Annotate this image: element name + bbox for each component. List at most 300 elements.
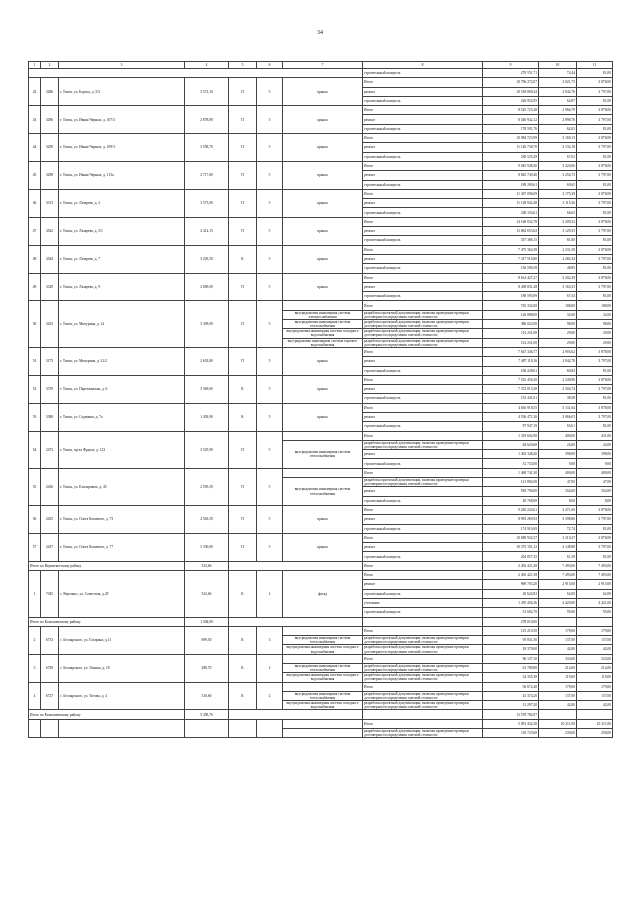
sub-cost-per-m2: 62,87 <box>539 96 577 105</box>
house-area: 2 690,00 <box>185 273 229 301</box>
house-address: г. Томск, ул. Ивана Черных, д. 107/3 <box>59 106 185 134</box>
house-code: 6749 <box>41 654 59 682</box>
sub-total: 125 210,50 <box>483 626 539 635</box>
district-total-area: 5 458,76 <box>185 710 229 719</box>
work-type: внутридомовая инженерная система электроснабжения <box>283 310 363 319</box>
table-row <box>29 134 613 143</box>
sub-label: Итого <box>363 571 483 580</box>
sub-total: 29 379,00 <box>483 645 539 654</box>
house-code: 3296 <box>41 106 59 134</box>
sub-cost-per-m2: 81,00 <box>539 236 577 245</box>
sub-limit-per-m2: 98,00 <box>577 320 613 329</box>
sub-limit-per-m2: 3 797,00 <box>577 515 613 524</box>
sub-limit-per-m2: 137,00 <box>577 636 613 645</box>
row-number: 2 <box>29 626 41 654</box>
sub-limit-per-m2: 188,00 <box>577 301 613 310</box>
sub-limit-per-m2: 29,00 <box>577 329 613 338</box>
sub-label: Итого <box>363 682 483 691</box>
floor-count: 2 <box>257 682 283 710</box>
sub-total: 10 689 932,37 <box>483 533 539 542</box>
sub-total: 10 984 723,99 <box>483 134 539 143</box>
sub-label: строительный контроль <box>363 180 483 189</box>
wall-material: П <box>229 161 257 189</box>
sub-cost-per-m2: 137,00 <box>539 691 577 700</box>
sub-label: разработка проектной документации, включая проведение проверки достоверности определения сметной стоимости <box>363 691 483 700</box>
sub-label: строительный контроль <box>363 152 483 161</box>
row-number: 4 <box>29 682 41 710</box>
row-number: 55 <box>29 468 41 505</box>
work-type: внутридомовая инженерная система теплоснабжения <box>283 440 363 468</box>
floor-count: 5 <box>257 403 283 431</box>
sub-limit-per-m2: 47,00 <box>577 478 613 487</box>
sub-limit-per-m2: 3 797,00 <box>577 227 613 236</box>
sub-total: 156 596,58 <box>483 264 539 273</box>
work-type <box>283 301 363 310</box>
district-total-row <box>29 561 613 570</box>
sub-label: ремонт <box>363 143 483 152</box>
district-total-area: 1 304,00 <box>185 617 229 626</box>
sub-total: 386 022,00 <box>483 320 539 329</box>
sub-total: 31 733,00 <box>483 459 539 468</box>
table-row <box>29 505 613 514</box>
sub-cost-per-m2: 3 131,64 <box>539 403 577 412</box>
sub-label: ремонт <box>363 282 483 291</box>
table-row <box>29 217 613 226</box>
sub-cost-per-m2: 2 966,79 <box>539 106 577 115</box>
wall-material: К <box>229 245 257 273</box>
sub-cost-per-m2: 3 471,60 <box>539 505 577 514</box>
table-row <box>29 654 613 663</box>
house-area: 3 330,00 <box>185 533 229 561</box>
sub-limit-per-m2: 81,00 <box>577 180 613 189</box>
sub-total: 969 703,20 <box>483 580 539 589</box>
sub-total: 2 492 421,38 <box>483 561 539 570</box>
floor-count: 5 <box>257 347 283 375</box>
work-type <box>283 729 363 738</box>
sub-label: строительный контроль <box>363 589 483 598</box>
house-address <box>59 719 185 738</box>
floor-count: 5 <box>257 161 283 189</box>
floor-count: 3 <box>257 626 283 654</box>
wall-material: П <box>229 78 257 106</box>
sub-total: 8 346 942,12 <box>483 115 539 124</box>
house-area: 2 878,80 <box>185 106 229 134</box>
sub-label: строительный контроль <box>363 552 483 561</box>
sub-limit-per-m2: 3 878,00 <box>577 505 613 514</box>
column-number: 11 <box>577 62 613 69</box>
wall-material <box>229 719 257 738</box>
sub-limit-per-m2: 3 797,00 <box>577 115 613 124</box>
sub-cost-per-m2: 409,00 <box>539 468 577 477</box>
floor-count: 5 <box>257 468 283 505</box>
work-type: внутридомовая инженерная система теплоснабжения <box>283 664 363 673</box>
sub-label: Итого <box>363 347 483 356</box>
house-address: с. Белоярского, ул. Гагарина, д.11 <box>59 626 185 654</box>
row-number: 57 <box>29 533 41 561</box>
sub-label: Итого <box>363 273 483 282</box>
sub-label: разработка проектной документации, включая проведение проверки достоверности определения сметной стоимости <box>363 338 483 347</box>
column-number: 6 <box>257 62 283 69</box>
house-area: 2 633,80 <box>185 347 229 375</box>
sub-limit-per-m2: 81,00 <box>577 152 613 161</box>
table-row <box>29 106 613 115</box>
house-code: 3299 <box>41 134 59 162</box>
table-row <box>29 301 613 310</box>
sub-limit-per-m2: 3 878,00 <box>577 161 613 170</box>
house-address: г. Томск, ул. Лазарева, д. 7 <box>59 245 185 273</box>
house-area: 2 563,50 <box>185 505 229 533</box>
table-row <box>29 626 613 635</box>
work-type: крыша <box>283 78 363 106</box>
sub-cost-per-m2: 29,00 <box>539 329 577 338</box>
sub-label: ремонт <box>363 515 483 524</box>
sub-cost-per-m2: 62,00 <box>539 589 577 598</box>
sub-limit-per-m2: 3 797,00 <box>577 385 613 394</box>
house-code: 3286 <box>41 78 59 106</box>
sub-label: строительный контроль <box>363 236 483 245</box>
sub-label: строительный контроль <box>363 69 483 78</box>
table-row <box>29 161 613 170</box>
sub-label: Итого <box>363 375 483 384</box>
house-address: г. Томск, ул. Лазарева, д. 5/1 <box>59 217 185 245</box>
house-code: 3175 <box>41 347 59 375</box>
sub-label: строительный контроль <box>363 524 483 533</box>
house-code: 4544 <box>41 245 59 273</box>
column-number: 4 <box>185 62 229 69</box>
sub-cost-per-m2: 4 420,00 <box>539 598 577 607</box>
house-area: 3 309,00 <box>185 301 229 347</box>
table-row <box>29 431 613 440</box>
work-type: крыша <box>283 106 363 134</box>
sub-cost-per-m2: 3 129,35 <box>539 227 577 236</box>
sub-cost-per-m2: 42,00 <box>539 701 577 710</box>
sub-limit-per-m2: 2 915,00 <box>577 580 613 589</box>
row-number: 43 <box>29 106 41 134</box>
work-type: внутридомовая инженерная система горячего водоснабжения <box>283 338 363 347</box>
house-code: 6727 <box>41 682 59 710</box>
table-row <box>29 273 613 282</box>
sub-limit-per-m2: 431,00 <box>577 431 613 440</box>
work-type: крыша <box>283 533 363 561</box>
table-row <box>29 682 613 691</box>
sub-total: 11 146 738,70 <box>483 143 539 152</box>
floor-count: 5 <box>257 189 283 217</box>
work-type: крыша <box>283 245 363 273</box>
sub-limit-per-m2: 398,00 <box>577 450 613 459</box>
sub-cost-per-m2: 95,00 <box>539 608 577 617</box>
sub-label: разработка проектной документации, включая проведение проверки достоверности определения сметной стоимости <box>363 701 483 710</box>
wall-material: П <box>229 189 257 217</box>
sub-cost-per-m2: 7 493,00 <box>539 561 577 570</box>
sub-limit-per-m2: 3 797,00 <box>577 143 613 152</box>
sub-total: 121 894,50 <box>483 478 539 487</box>
sub-limit-per-m2: 354,00 <box>577 487 613 496</box>
table-row <box>29 403 613 412</box>
sub-total: 56 672,40 <box>483 682 539 691</box>
sub-total: 204 857,25 <box>483 552 539 561</box>
sub-cost-per-m2: 72,74 <box>539 524 577 533</box>
work-type <box>283 719 363 728</box>
sub-cost-per-m2: 2 282,34 <box>539 254 577 263</box>
sub-limit-per-m2: 3 797,00 <box>577 282 613 291</box>
sub-limit-per-m2: 81,00 <box>577 96 613 105</box>
sub-cost-per-m2: 3 066,03 <box>539 412 577 421</box>
sub-total: 1 469 741,30 <box>483 468 539 477</box>
wall-material: К <box>229 654 257 682</box>
blank-cell <box>229 561 363 570</box>
sub-total: 7 647 346,77 <box>483 347 539 356</box>
row-number: 50 <box>29 301 41 347</box>
sub-cost-per-m2: 3 202,39 <box>539 273 577 282</box>
house-code <box>41 719 59 738</box>
work-type: крыша <box>283 217 363 245</box>
sub-total: 13 862 653,62 <box>483 227 539 236</box>
sub-total: 1 403 348,20 <box>483 450 539 459</box>
sub-limit-per-m2: 3 878,00 <box>577 375 613 384</box>
sub-cost-per-m2: 400,00 <box>539 431 577 440</box>
sub-label: ремонт <box>363 199 483 208</box>
work-type: внутридомовая инженерная система холодного водоснабжения <box>283 673 363 682</box>
sub-limit-per-m2: 3 797,00 <box>577 543 613 552</box>
sub-total: 9 265 224,61 <box>483 505 539 514</box>
wall-material: П <box>229 301 257 347</box>
sub-total: 95 831,50 <box>483 636 539 645</box>
blank-cell <box>229 710 363 719</box>
sub-total: 97 947,19 <box>483 422 539 431</box>
sub-total: 7 372 015,30 <box>483 385 539 394</box>
house-area: 3 558,70 <box>185 134 229 162</box>
district-total-area: 332,66 <box>185 561 229 570</box>
work-type: крыша <box>283 189 363 217</box>
sub-cost-per-m2: 66,65 <box>539 208 577 217</box>
wall-material: П <box>229 533 257 561</box>
house-area: 288,70 <box>185 654 229 682</box>
column-number: 1 <box>29 62 41 69</box>
sub-cost-per-m2: 214,00 <box>539 664 577 673</box>
column-number: 10 <box>539 62 577 69</box>
sub-total: 114 231,00 <box>483 329 539 338</box>
sub-label: Итого <box>363 431 483 440</box>
sub-label: ремонт <box>363 580 483 589</box>
sub-limit-per-m2: 32,00 <box>577 310 613 319</box>
sub-limit-per-m2: 81,00 <box>577 422 613 431</box>
sub-total: 13 578 782,97 <box>483 710 539 719</box>
sub-label: разработка проектной документации, включая проведение проверки достоверности определения сметной стоимости <box>363 329 483 338</box>
sub-cost-per-m2: 2 331,59 <box>539 245 577 254</box>
sub-cost-per-m2: 24,00 <box>539 440 577 449</box>
sub-label: разработка проектной документации, включая проведение проверки достоверности определения сметной стоимости <box>363 645 483 654</box>
work-type: крыша <box>283 375 363 403</box>
sub-limit-per-m2: 81,00 <box>577 366 613 375</box>
sub-cost-per-m2: 137,00 <box>539 636 577 645</box>
sub-limit-per-m2: 81,00 <box>577 552 613 561</box>
house-area: 3 369,60 <box>185 375 229 403</box>
wall-material: К <box>229 571 257 617</box>
house-code: 2436 <box>41 468 59 505</box>
column-number: 7 <box>283 62 363 69</box>
sub-total: 180 595,99 <box>483 292 539 301</box>
sub-label: строительный контроль <box>363 422 483 431</box>
floor-count: 5 <box>257 533 283 561</box>
sub-label: строительный контроль <box>363 608 483 617</box>
sub-label: строительный контроль <box>363 96 483 105</box>
sub-cost-per-m2: 67,03 <box>539 152 577 161</box>
sub-limit-per-m2: 95,00 <box>577 608 613 617</box>
sub-limit-per-m2: 258,00 <box>577 729 613 738</box>
house-code: 3433 <box>41 301 59 347</box>
sub-cost-per-m2: 3 254,75 <box>539 171 577 180</box>
sub-total: 226 952,95 <box>483 96 539 105</box>
sub-total: 8 614 427,27 <box>483 273 539 282</box>
sub-cost-per-m2: 3 148,88 <box>539 543 577 552</box>
column-number: 5 <box>229 62 257 69</box>
district-total-label: Итого по Верхнекетскому району <box>29 561 185 570</box>
sub-label: ремонт <box>363 385 483 394</box>
sub-total: 114 231,00 <box>483 338 539 347</box>
sub-cost-per-m2: 3 021,75 <box>539 78 577 87</box>
sub-cost-per-m2: 3 163,53 <box>539 282 577 291</box>
table-row <box>29 189 613 198</box>
sub-label: строительный контроль <box>363 366 483 375</box>
row-number: 1 <box>29 571 41 617</box>
sub-label: разработка проектной документации, включая проведение проверки достоверности определения сметной стоимости <box>363 664 483 673</box>
sub-limit-per-m2: 62,00 <box>577 589 613 598</box>
sub-label: Итого <box>363 561 483 570</box>
work-type: внутридомовая инженерная система теплоснабжения <box>283 478 363 506</box>
sub-cost-per-m2: 179,00 <box>539 626 577 635</box>
district-total-row <box>29 617 613 626</box>
sub-total: 4 636 918,55 <box>483 403 539 412</box>
sub-total: 5 091 432,30 <box>483 719 539 728</box>
sub-total: 7 525 456,30 <box>483 375 539 384</box>
sub-limit-per-m2: 42,00 <box>577 645 613 654</box>
sub-total: 918 790,00 <box>483 487 539 496</box>
sub-cost-per-m2: 3 115,36 <box>539 199 577 208</box>
house-area: 316,60 <box>185 682 229 710</box>
sub-cost-per-m2: 8,00 <box>539 496 577 505</box>
sub-cost-per-m2: 333,00 <box>539 654 577 663</box>
floor-count: 2 <box>257 571 283 617</box>
work-type: внутридомовая инженерная система теплоснабжения <box>283 636 363 645</box>
sub-limit-per-m2: 3 797,00 <box>577 254 613 263</box>
house-code: 3329 <box>41 273 59 301</box>
sub-label: ремонт <box>363 543 483 552</box>
sub-cost-per-m2: 47,00 <box>539 478 577 487</box>
house-area: 3 203,50 <box>185 245 229 273</box>
sub-limit-per-m2: 3 878,00 <box>577 403 613 412</box>
sub-limit-per-m2: 3 797,00 <box>577 171 613 180</box>
sub-limit-per-m2: 81,00 <box>577 394 613 403</box>
sub-label: Итого <box>363 245 483 254</box>
sub-label: ремонт <box>363 171 483 180</box>
sub-total: 189 290,61 <box>483 180 539 189</box>
work-type: крыша <box>283 403 363 431</box>
row-number: 45 <box>29 161 41 189</box>
house-code: 2437 <box>41 533 59 561</box>
wall-material: П <box>229 106 257 134</box>
district-total-label: Итого по Колпашевскому району <box>29 710 185 719</box>
sub-total: 153 441,01 <box>483 394 539 403</box>
row-number: 48 <box>29 245 41 273</box>
work-type: фасад <box>283 571 363 617</box>
sub-label: строительный контроль <box>363 264 483 273</box>
floor-count: 5 <box>257 106 283 134</box>
sub-cost-per-m2: 2 842,78 <box>539 357 577 366</box>
house-area: 699,50 <box>185 626 229 654</box>
sub-limit-per-m2: 409,00 <box>577 468 613 477</box>
wall-material: К <box>229 375 257 403</box>
sub-cost-per-m2: 98,00 <box>539 320 577 329</box>
wall-material: П <box>229 273 257 301</box>
sub-label: Итого <box>363 626 483 635</box>
floor-count: 5 <box>257 217 283 245</box>
floor-count: 5 <box>257 134 283 162</box>
sub-label: строительный контроль <box>363 496 483 505</box>
house-code: 2455 <box>41 505 59 533</box>
wall-material: П <box>229 431 257 468</box>
sub-label: Итого <box>363 161 483 170</box>
floor-count: 5 <box>257 78 283 106</box>
sub-label: разработка проектной документации, включая проведение проверки достоверности определения сметной стоимости <box>363 729 483 738</box>
sub-label: Итого <box>363 106 483 115</box>
sub-limit-per-m2: 3 797,00 <box>577 357 613 366</box>
wall-material: П <box>229 134 257 162</box>
sub-cost-per-m2: 188,00 <box>539 301 577 310</box>
sub-label: Итого <box>363 78 483 87</box>
sub-limit-per-m2: 81,00 <box>577 208 613 217</box>
sub-total: 279 551,71 <box>483 69 539 78</box>
table-row <box>29 571 613 580</box>
sub-label <box>363 710 483 719</box>
sub-total: 745 332,00 <box>483 301 539 310</box>
sub-limit-per-m2: 8,00 <box>577 496 613 505</box>
sub-label: Итого <box>363 719 483 728</box>
sub-limit-per-m2: 81,00 <box>577 292 613 301</box>
sub-total: 4 536 471,36 <box>483 412 539 421</box>
sub-limit-per-m2: 7 493,00 <box>577 561 613 570</box>
sub-total: 8 438 831,28 <box>483 282 539 291</box>
sub-label: ремонт <box>363 450 483 459</box>
sub-total: 34 355,30 <box>483 673 539 682</box>
sub-total: 2 492 421,38 <box>483 571 539 580</box>
sub-total: 20 624,92 <box>483 589 539 598</box>
column-number-row <box>29 62 613 69</box>
sub-limit-per-m2: 3 878,00 <box>577 245 613 254</box>
sub-limit-per-m2: 3 797,00 <box>577 87 613 96</box>
wall-material: К <box>229 682 257 710</box>
sub-limit-per-m2: 9,00 <box>577 459 613 468</box>
floor-count: 5 <box>257 375 283 403</box>
house-area: 3 525,90 <box>185 431 229 468</box>
sub-total: 278 010,00 <box>483 617 539 626</box>
house-address: г. Томск, ул. Ивана Черных, д. 113а <box>59 161 185 189</box>
sub-total: 11 128 942,48 <box>483 199 539 208</box>
sub-total: 178 591,76 <box>483 124 539 133</box>
sub-total: 1 319 602,90 <box>483 431 539 440</box>
house-code: 3378 <box>41 375 59 403</box>
house-area: 332,66 <box>185 571 229 617</box>
house-area: 3 572,10 <box>185 78 229 106</box>
house-code: 7345 <box>41 571 59 617</box>
work-type <box>283 654 363 663</box>
sub-total: 20 768,00 <box>483 496 539 505</box>
sub-label: разработка проектной документации, включая проведение проверки достоверности определения сметной стоимости <box>363 310 483 319</box>
sub-limit-per-m2: 10 311,00 <box>577 719 613 728</box>
work-type: внутридомовая инженерная система холодного водоснабжения <box>283 329 363 338</box>
row-number: 52 <box>29 375 41 403</box>
house-address: г. Томск, ул. Олега Кошевого, д. 73 <box>59 505 185 533</box>
house-address: г. Томск, ул. Лазарева, д. 2 <box>59 189 185 217</box>
